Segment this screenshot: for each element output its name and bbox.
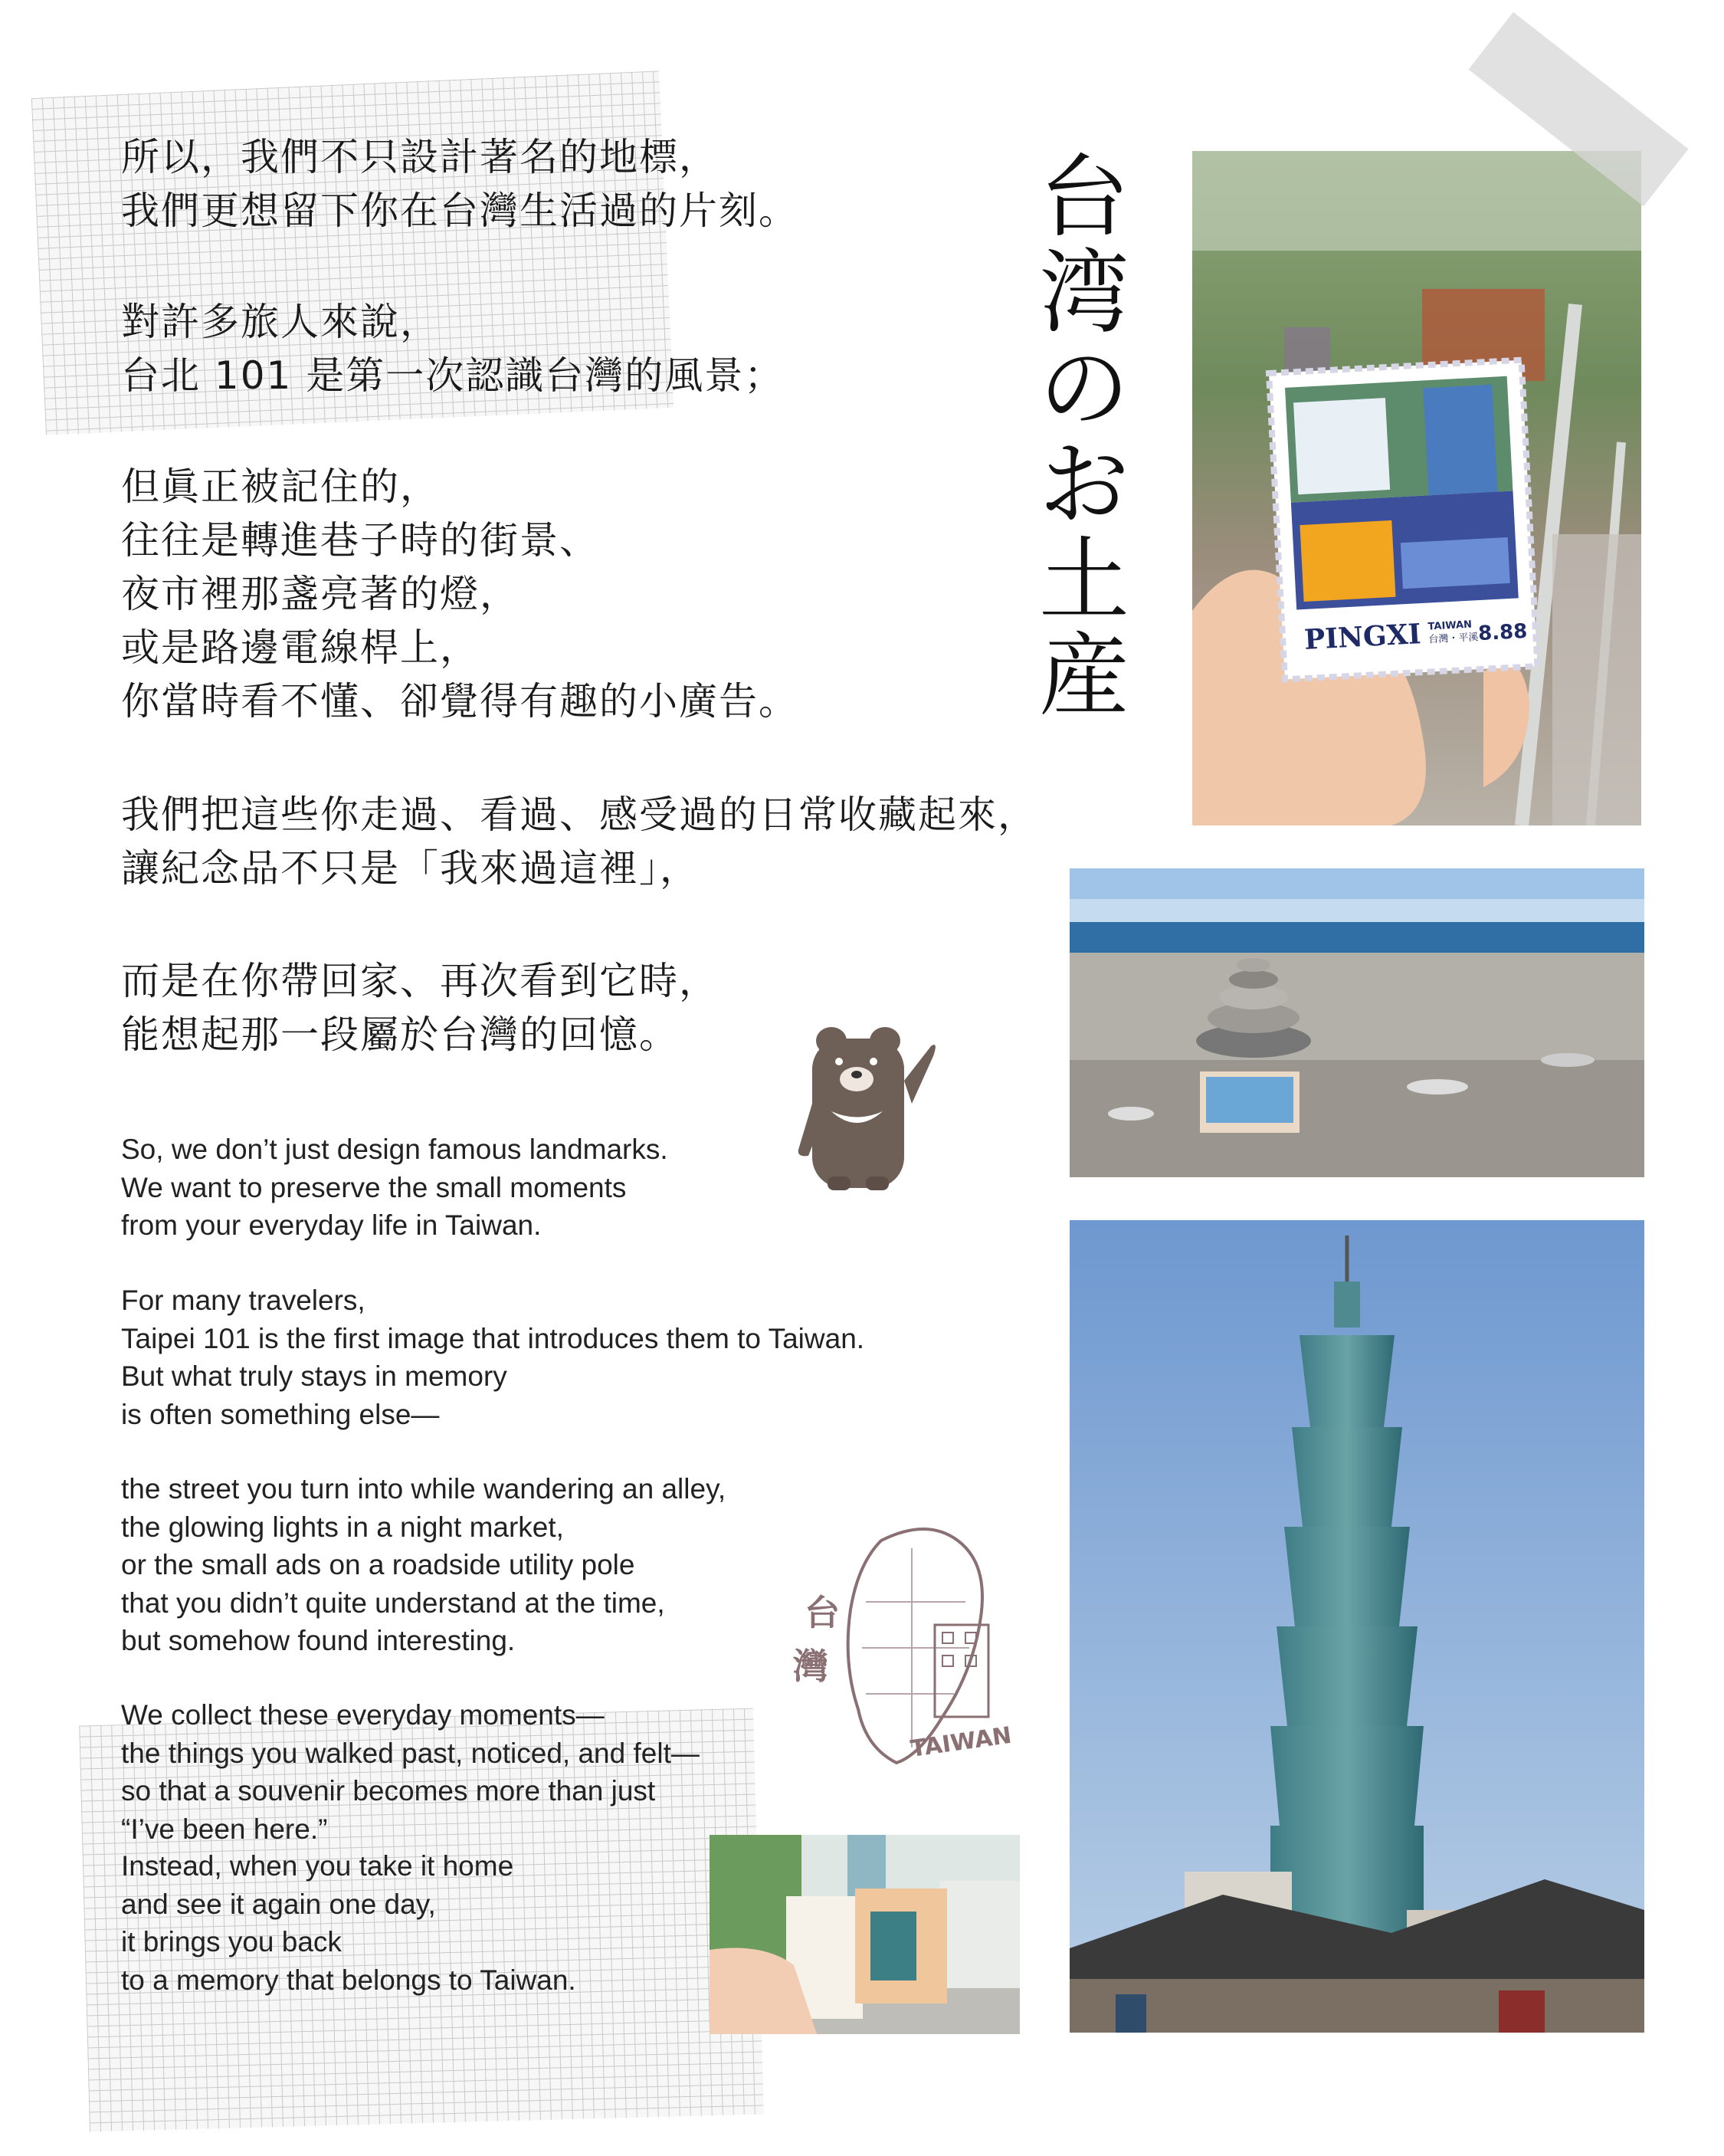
map-label: TAIWAN <box>909 1721 1014 1763</box>
en-line: the glowing lights in a night market, <box>121 1511 564 1543</box>
en-line: the street you turn into while wandering an alley, <box>121 1473 726 1505</box>
zh-line: 我們把這些你走過、看過、感受過的日常收藏起來， <box>121 793 1037 837</box>
photo-taipei-101 <box>1070 1220 1644 2033</box>
en-line: so that a souvenir becomes more than just <box>121 1775 656 1807</box>
en-line: the things you walked past, noticed, and felt— <box>121 1737 700 1769</box>
stamp-country: TAIWAN <box>1427 619 1473 633</box>
en-paragraph-2 <box>121 1281 1117 1433</box>
en-line: or the small ads on a roadside utility pole <box>121 1549 635 1580</box>
zh-line: 而是在你帶回家、再次看到它時， <box>121 959 719 1003</box>
zh-line: 對許多旅人來說， <box>121 300 440 344</box>
map-title-char: 台 <box>805 1592 840 1633</box>
en-line: But what truly stays in memory <box>121 1360 507 1392</box>
en-line: For many travelers, <box>121 1285 365 1316</box>
photo-souvenir-card-in-hand <box>710 1835 1020 2034</box>
zh-line: 或是路邊電線桿上， <box>121 625 480 670</box>
vertical-title <box>1027 144 1142 729</box>
en-line: that you didn’t quite understand at the time, <box>121 1587 665 1619</box>
photo-pingxi-stamp-magnet <box>1192 151 1641 825</box>
en-line: to a memory that belongs to Taiwan. <box>121 1964 576 1996</box>
title-char: お <box>1038 432 1129 537</box>
zh-line: 所以，我們不只設計著名的地標， <box>121 135 719 179</box>
en-line: We want to preserve the small moments <box>121 1171 627 1203</box>
en-line: is often something else— <box>121 1398 440 1430</box>
title-char: 台 <box>1038 144 1129 250</box>
en-line: but somehow found interesting. <box>121 1625 516 1656</box>
en-line: from your everyday life in Taiwan. <box>121 1209 542 1241</box>
stamp-place: PINGXI <box>1303 618 1422 657</box>
photo-beach-stone-stack <box>1070 868 1644 1177</box>
en-line: So, we don’t just design famous landmarks. <box>121 1134 668 1165</box>
zh-line: 台北 101 是第一次認識台灣的風景； <box>121 353 785 398</box>
bear-illustration <box>797 1019 939 1196</box>
zh-paragraph-4 <box>121 788 1194 895</box>
en-paragraph-1 <box>121 1131 1117 1245</box>
en-line: and see it again one day, <box>121 1888 436 1920</box>
zh-line: 往往是轉進巷子時的街景、 <box>121 518 599 563</box>
zh-paragraph-5 <box>121 954 1194 1062</box>
map-title-char: 灣 <box>793 1646 828 1687</box>
zh-line: 讓紀念品不只是「我來過這裡」， <box>121 846 700 891</box>
en-line: Taipei 101 is the first image that introduces them to Taiwan. <box>121 1322 865 1354</box>
title-char: 産 <box>1038 623 1129 729</box>
stamp-sub: 台灣・平溪 <box>1428 632 1479 646</box>
zh-line: 我們更想留下你在台灣生活過的片刻。 <box>121 189 798 233</box>
stamp-price: 8.88 <box>1477 619 1529 646</box>
en-line: We collect these everyday moments— <box>121 1699 605 1731</box>
taiwan-map-illustration <box>789 1518 1042 1778</box>
en-line: Instead, when you take it home <box>121 1850 514 1882</box>
zh-line: 你當時看不懂、卻覺得有趣的小廣告。 <box>121 679 798 724</box>
zh-line: 夜市裡那盞亮著的燈， <box>121 572 519 616</box>
title-char: 湾 <box>1038 240 1129 346</box>
zh-line: 但眞正被記住的， <box>121 464 440 509</box>
en-line: “I’ve been here.” <box>121 1813 328 1845</box>
en-line: it brings you back <box>121 1926 342 1957</box>
title-char: の <box>1038 336 1129 441</box>
zh-line: 能想起那一段屬於台灣的回憶。 <box>121 1012 679 1057</box>
title-char: 土 <box>1038 527 1129 633</box>
